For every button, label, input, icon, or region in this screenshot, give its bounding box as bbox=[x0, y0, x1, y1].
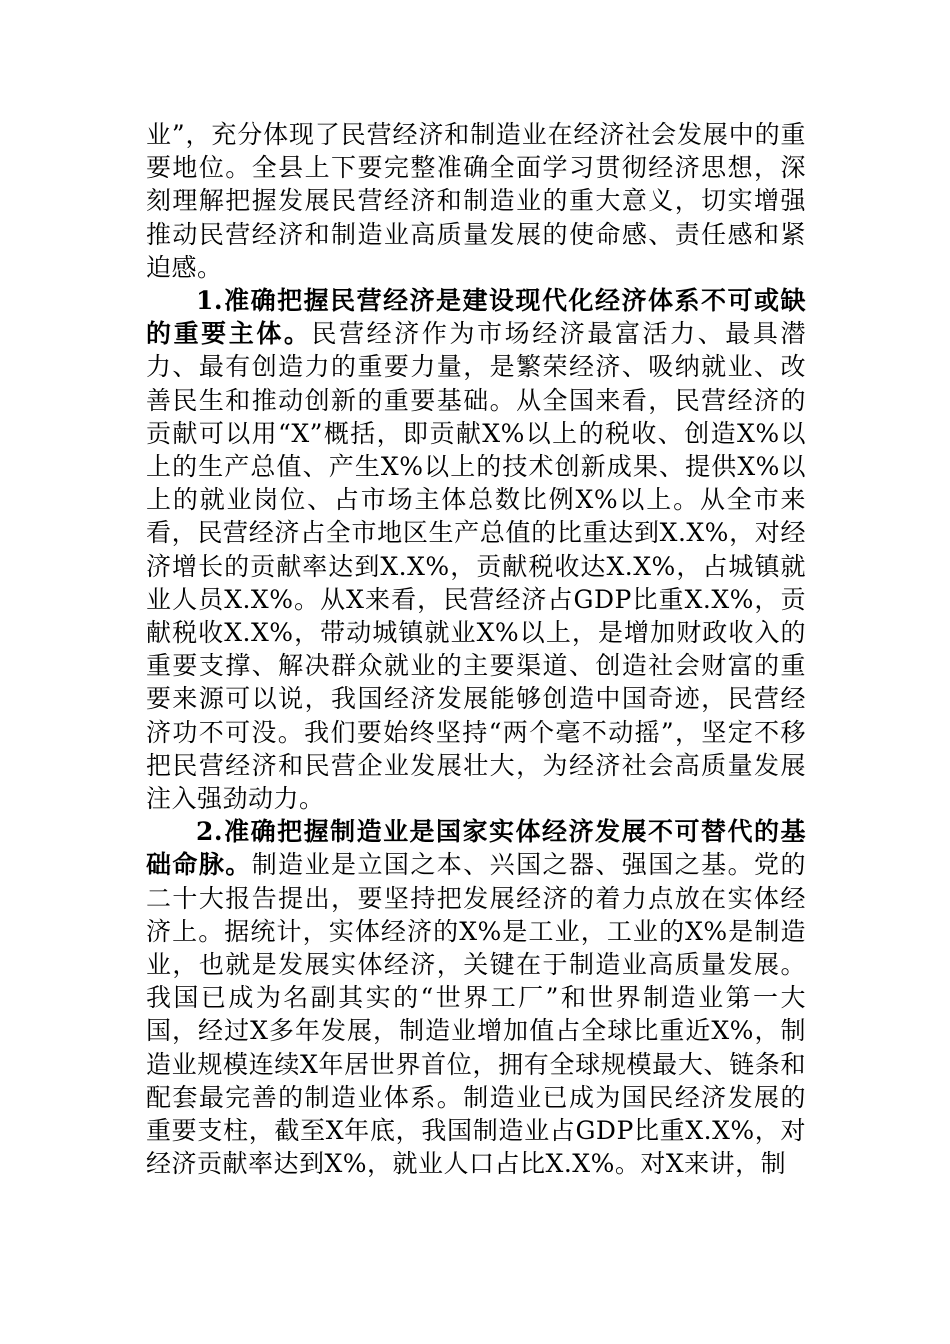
paragraph-body: 制造业是立国之本、兴国之器、强国之基。党的二十大报告提出，要坚持把发展经济的着力点放在实体经济上。据统计，实体经济的X%是工业，工业的X%是制造业，也就是发展实体经济，关键在于制造业高质量发展。我国已成为名副其实的“世界工厂”和世界制造业第一大国，经过X多年发展，制造业增加值占全球比重近X%，制造业规模连续X年居世界首位，拥有全球规模最大、链条和配套最完善的制造业体系。制造业已成为国民经济发展的重要支柱，截至X年底，我国制造业占GDP比重X.X%，对经济贡献率达到X%，就业人口占比X.X%。对X来讲，制 bbox=[146, 850, 806, 1179]
document-page bbox=[146, 118, 806, 1181]
paragraph-intro bbox=[146, 118, 806, 284]
paragraph-body: 业”，充分体现了民营经济和制造业在经济社会发展中的重要地位。全县上下要完整准确全面学习贯彻经济思想，深刻理解把握发展民营经济和制造业的重大意义，切实增强推动民营经济和制造业高质量发展的使命感、责任感和紧迫感。 bbox=[146, 120, 806, 282]
paragraph-private-economy bbox=[146, 284, 806, 815]
paragraph-body: 民营经济作为市场经济最富活力、最具潜力、最有创造力的重要力量，是繁荣经济、吸纳就业、改善民生和推动创新的重要基础。从全国来看，民营经济的贡献可以用“X”概括，即贡献X%以上的税收、创造X%以上的生产总值、产生X%以上的技术创新成果、提供X%以上的就业岗位、占市场主体总数比例X%以上。从全市来看，民营经济占全市地区生产总值的比重达到X.X%，对经济增长的贡献率达到X.X%，贡献税收达X.X%，占城镇就业人员X.X%。从X来看，民营经济占GDP比重X.X%，贡献税收X.X%，带动城镇就业X%以上，是增加财政收入的重要支撑、解决群众就业的主要渠道、创造社会财富的重要来源可以说，我国经济发展能够创造中国奇迹，民营经济功不可没。我们要始终坚持“两个毫不动摇”，坚定不移把民营经济和民营企业发展壮大，为经济社会高质量发展注入强劲动力。 bbox=[146, 319, 806, 814]
paragraph-manufacturing bbox=[146, 815, 806, 1180]
paragraph-heading: 2.准确把握制造业是国家实体经济发展不可替代的基础命脉。 bbox=[146, 817, 806, 880]
paragraph-heading: 1.准确把握民营经济是建设现代化经济体系不可或缺的重要主体。 bbox=[146, 286, 806, 349]
